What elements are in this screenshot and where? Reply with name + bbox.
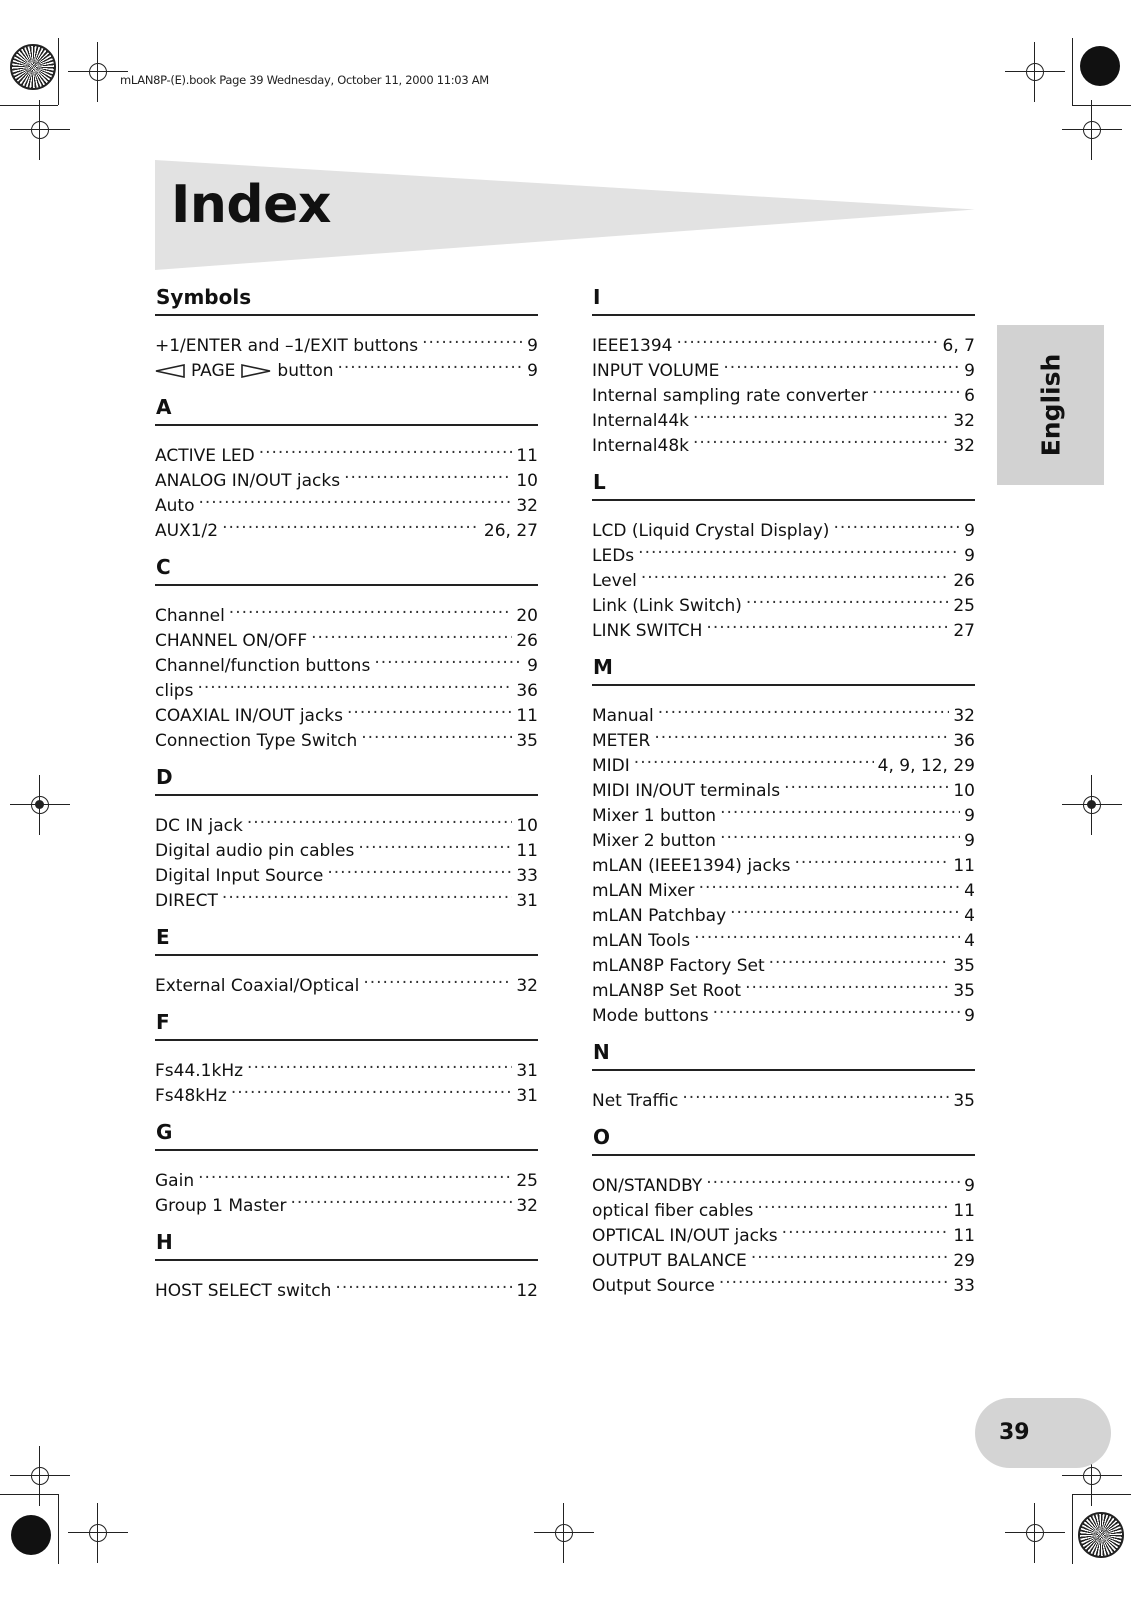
dot-leader [730, 896, 960, 921]
index-term: LINK SWITCH [592, 621, 703, 641]
index-section [592, 465, 975, 641]
crosshair-mark-icon [68, 42, 128, 102]
crosshair-mark-icon [10, 775, 70, 835]
index-page-ref: 4 [964, 881, 975, 901]
index-term: mLAN (IEEE1394) jacks [592, 856, 791, 876]
index-page-ref: 29 [953, 1251, 975, 1271]
index-term: Net Traffic [592, 1091, 679, 1111]
index-section [155, 280, 538, 381]
index-term: Internal sampling rate converter [592, 386, 869, 406]
right-triangle-icon [241, 364, 271, 378]
section-heading: Symbols [155, 280, 538, 316]
index-term: IEEE1394 [592, 336, 673, 356]
index-term: Output Source [592, 1276, 715, 1296]
dot-leader [259, 436, 513, 461]
index-term: COAXIAL IN/OUT jacks [155, 706, 344, 726]
index-page-ref: 27 [953, 621, 975, 641]
index-section [155, 760, 538, 911]
index-term: OPTICAL IN/OUT jacks [592, 1226, 778, 1246]
dot-leader [757, 1191, 949, 1216]
index-page-ref: 10 [953, 781, 975, 801]
dot-leader [247, 1051, 512, 1076]
index-entry [592, 511, 975, 541]
index-page-ref: 9 [964, 521, 975, 541]
crop-line [58, 38, 59, 105]
index-page-ref: 25 [953, 596, 975, 616]
index-term: Mixer 1 button [592, 806, 717, 826]
index-page-ref: 36 [953, 731, 975, 751]
index-page-ref: 11 [516, 706, 538, 726]
index-entry [155, 326, 538, 356]
index-page-ref: 9 [964, 831, 975, 851]
index-page-ref: 4 [964, 931, 975, 951]
index-term: Digital Input Source [155, 866, 324, 886]
dot-leader [344, 461, 512, 486]
index-page-ref: 36 [516, 681, 538, 701]
index-page-ref: 32 [516, 496, 538, 516]
index-term: OUTPUT BALANCE [592, 1251, 747, 1271]
index-entry [155, 1051, 538, 1081]
index-entry [155, 511, 538, 541]
index-term: MIDI [592, 756, 630, 776]
index-entry [155, 596, 538, 626]
index-term: Fs48kHz [155, 1086, 227, 1106]
section-heading: G [155, 1115, 538, 1151]
index-entry [155, 436, 538, 466]
crosshair-mark-icon [10, 1446, 70, 1506]
index-section [155, 920, 538, 996]
index-page-ref: 9 [964, 546, 975, 566]
index-term-suffix: button [277, 361, 334, 381]
index-page-ref: 25 [516, 1171, 538, 1191]
index-term: INPUT VOLUME [592, 361, 720, 381]
index-term: Mode buttons [592, 1006, 709, 1026]
index-entry [155, 966, 538, 996]
index-column-left [155, 280, 538, 1310]
index-page-ref: 11 [516, 841, 538, 861]
dot-leader [374, 646, 523, 671]
dot-leader [197, 671, 512, 696]
registration-sunburst-icon [1078, 1512, 1124, 1558]
index-page-ref: 4, 9, 12, 29 [877, 756, 975, 776]
index-page-ref: 35 [953, 956, 975, 976]
dot-leader [198, 486, 512, 511]
index-entry [592, 1166, 975, 1196]
dot-leader [720, 796, 960, 821]
index-term: ACTIVE LED [155, 446, 255, 466]
index-page-ref: 35 [953, 1091, 975, 1111]
index-term: Channel/function buttons [155, 656, 371, 676]
index-page-ref: 6 [964, 386, 975, 406]
index-entry [155, 486, 538, 516]
index-page-ref: 35 [516, 731, 538, 751]
dot-leader [677, 326, 939, 351]
dot-leader [222, 881, 512, 906]
dot-leader [231, 1076, 513, 1101]
section-heading: I [592, 280, 975, 316]
index-entry [592, 746, 975, 776]
index-page-ref: 31 [516, 1086, 538, 1106]
index-entry [155, 696, 538, 726]
index-page-ref: 9 [527, 336, 538, 356]
dot-leader [745, 971, 949, 996]
index-term: MIDI IN/OUT terminals [592, 781, 781, 801]
index-entry [592, 771, 975, 801]
index-term: Fs44.1kHz [155, 1061, 244, 1081]
index-page-ref: 31 [516, 891, 538, 911]
crop-line [1072, 38, 1073, 105]
index-term: External Coaxial/Optical [155, 976, 360, 996]
index-term: Internal44k [592, 411, 689, 431]
crop-line [58, 1494, 59, 1564]
index-term: Digital audio pin cables [155, 841, 355, 861]
index-term-text: PAGE [191, 361, 236, 381]
dot-leader [713, 996, 961, 1021]
index-term: DC IN jack [155, 816, 243, 836]
section-heading: M [592, 650, 975, 686]
index-term: METER [592, 731, 651, 751]
crop-line [1072, 1494, 1073, 1564]
index-page-ref: 10 [516, 471, 538, 491]
dot-leader [795, 846, 950, 871]
index-page-ref: 26 [516, 631, 538, 651]
index-page-ref: 9 [964, 806, 975, 826]
page-number: 39 [999, 1420, 1030, 1445]
index-section [155, 1225, 538, 1301]
index-page-ref: 26, 27 [483, 521, 538, 541]
dot-leader [658, 696, 950, 721]
index-term: CHANNEL ON/OFF [155, 631, 308, 651]
dot-leader [327, 856, 512, 881]
index-term: HOST SELECT switch [155, 1281, 332, 1301]
index-term: clips [155, 681, 194, 701]
index-entry [592, 586, 975, 616]
dot-leader [338, 351, 524, 376]
dot-leader [706, 1166, 960, 1191]
index-entry [592, 536, 975, 566]
dot-leader [751, 1241, 950, 1266]
crosshair-mark-icon [534, 1503, 594, 1563]
page-title: Index [171, 175, 331, 235]
index-page-ref: 4 [964, 906, 975, 926]
index-page-ref: 11 [953, 1201, 975, 1221]
section-heading: O [592, 1120, 975, 1156]
index-term: mLAN8P Factory Set [592, 956, 765, 976]
index-page-ref: 6, 7 [942, 336, 975, 356]
dot-leader [638, 536, 960, 561]
index-term: LCD (Liquid Crystal Display) [592, 521, 830, 541]
index-section [155, 1005, 538, 1106]
section-heading: H [155, 1225, 538, 1261]
index-page-ref: 9 [964, 1006, 975, 1026]
dot-leader [290, 1186, 512, 1211]
language-tab-label: English [1036, 353, 1065, 457]
index-term: LEDs [592, 546, 635, 566]
section-heading: N [592, 1035, 975, 1071]
crosshair-mark-icon [1062, 100, 1122, 160]
index-term: optical fiber cables [592, 1201, 754, 1221]
dot-leader [634, 746, 874, 771]
dot-leader [654, 721, 949, 746]
dot-leader [720, 821, 960, 846]
index-term: DIRECT [155, 891, 218, 911]
dot-leader [198, 1161, 512, 1186]
crosshair-mark-icon [68, 1503, 128, 1563]
dot-leader [699, 871, 961, 896]
dot-leader [311, 621, 512, 646]
index-page-ref: 20 [516, 606, 538, 626]
index-term: ON/STANDBY [592, 1176, 703, 1196]
section-heading: E [155, 920, 538, 956]
crosshair-mark-icon [1005, 42, 1065, 102]
index-page-ref: 31 [516, 1061, 538, 1081]
index-section [592, 1120, 975, 1296]
index-term: Link (Link Switch) [592, 596, 742, 616]
index-page-ref: 35 [953, 981, 975, 1001]
section-heading: D [155, 760, 538, 796]
index-page-ref: 12 [516, 1281, 538, 1301]
index-page-ref: 10 [516, 816, 538, 836]
dot-leader [363, 966, 512, 991]
index-entry [155, 1186, 538, 1216]
index-term: Channel [155, 606, 225, 626]
registration-disc-icon [11, 1515, 51, 1555]
index-entry [155, 806, 538, 836]
index-page-ref: 11 [953, 1226, 975, 1246]
dot-leader [719, 1266, 950, 1291]
dot-leader [769, 946, 950, 971]
dot-leader [247, 806, 513, 831]
index-page-ref: 9 [527, 656, 538, 676]
dot-leader [693, 426, 949, 451]
index-entry [592, 696, 975, 726]
dot-leader [784, 771, 949, 796]
index-page-ref: 33 [953, 1276, 975, 1296]
crosshair-mark-icon [1062, 775, 1122, 835]
print-header: mLAN8P-(E).book Page 39 Wednesday, October 11, 2000 11:03 AM [120, 73, 489, 87]
section-heading: F [155, 1005, 538, 1041]
page-number-badge [975, 1398, 1111, 1468]
dot-leader [641, 561, 949, 586]
dot-leader [872, 376, 960, 401]
dot-leader [682, 1081, 949, 1106]
index-term: Mixer 2 button [592, 831, 717, 851]
index-section [592, 650, 975, 1026]
index-entry [155, 1161, 538, 1191]
index-term: AUX1/2 [155, 521, 219, 541]
index-term: mLAN8P Set Root [592, 981, 742, 1001]
registration-sunburst-icon [10, 44, 56, 90]
section-heading: L [592, 465, 975, 501]
index-term: +1/ENTER and –1/EXIT buttons [155, 336, 419, 356]
index-entry [155, 1271, 538, 1301]
index-section [592, 280, 975, 456]
index-page-ref: 32 [953, 706, 975, 726]
dot-leader [229, 596, 513, 621]
index-term: Group 1 Master [155, 1196, 287, 1216]
index-page-ref: 11 [953, 856, 975, 876]
index-page-ref: 33 [516, 866, 538, 886]
index-term: Connection Type Switch [155, 731, 358, 751]
index-page-ref: 9 [964, 1176, 975, 1196]
index-term: mLAN Mixer [592, 881, 695, 901]
crop-line [1072, 1494, 1131, 1495]
dot-leader [361, 721, 512, 746]
crop-line [1072, 105, 1131, 106]
left-triangle-icon [155, 364, 185, 378]
index-page-ref: 11 [516, 446, 538, 466]
index-page-ref: 9 [527, 361, 538, 381]
index-entry [592, 561, 975, 591]
index-term: Auto [155, 496, 195, 516]
crop-line [0, 1494, 58, 1495]
crosshair-mark-icon [10, 100, 70, 160]
index-section [155, 1115, 538, 1216]
dot-leader [782, 1216, 950, 1241]
section-heading: C [155, 550, 538, 586]
index-term: Level [592, 571, 637, 591]
dot-leader [222, 511, 480, 536]
index-term: ANALOG IN/OUT jacks [155, 471, 341, 491]
dot-leader [347, 696, 512, 721]
index-entry [592, 326, 975, 356]
dot-leader [723, 351, 960, 376]
index-term: Gain [155, 1171, 195, 1191]
index-page-ref: 32 [953, 411, 975, 431]
index-term [155, 359, 334, 384]
index-entry [155, 671, 538, 701]
dot-leader [358, 831, 512, 856]
index-page-ref: 26 [953, 571, 975, 591]
crop-line [0, 105, 58, 106]
dot-leader [693, 401, 949, 426]
index-term: Manual [592, 706, 654, 726]
index-section [155, 550, 538, 751]
crosshair-mark-icon [1005, 1503, 1065, 1563]
dot-leader [694, 921, 960, 946]
section-heading: A [155, 390, 538, 426]
index-section [155, 390, 538, 541]
index-page-ref: 32 [953, 436, 975, 456]
index-column-right [592, 280, 975, 1305]
index-term: Internal48k [592, 436, 689, 456]
index-page-ref: 32 [516, 976, 538, 996]
index-entry [592, 1081, 975, 1111]
dot-leader [422, 326, 523, 351]
language-tab [997, 325, 1104, 485]
dot-leader [335, 1271, 512, 1296]
registration-disc-icon [1080, 46, 1120, 86]
index-page-ref: 32 [516, 1196, 538, 1216]
index-page-ref: 9 [964, 361, 975, 381]
index-section [592, 1035, 975, 1111]
dot-leader [746, 586, 949, 611]
index-term: mLAN Tools [592, 931, 691, 951]
dot-leader [706, 611, 949, 636]
index-term: mLAN Patchbay [592, 906, 727, 926]
dot-leader [833, 511, 960, 536]
